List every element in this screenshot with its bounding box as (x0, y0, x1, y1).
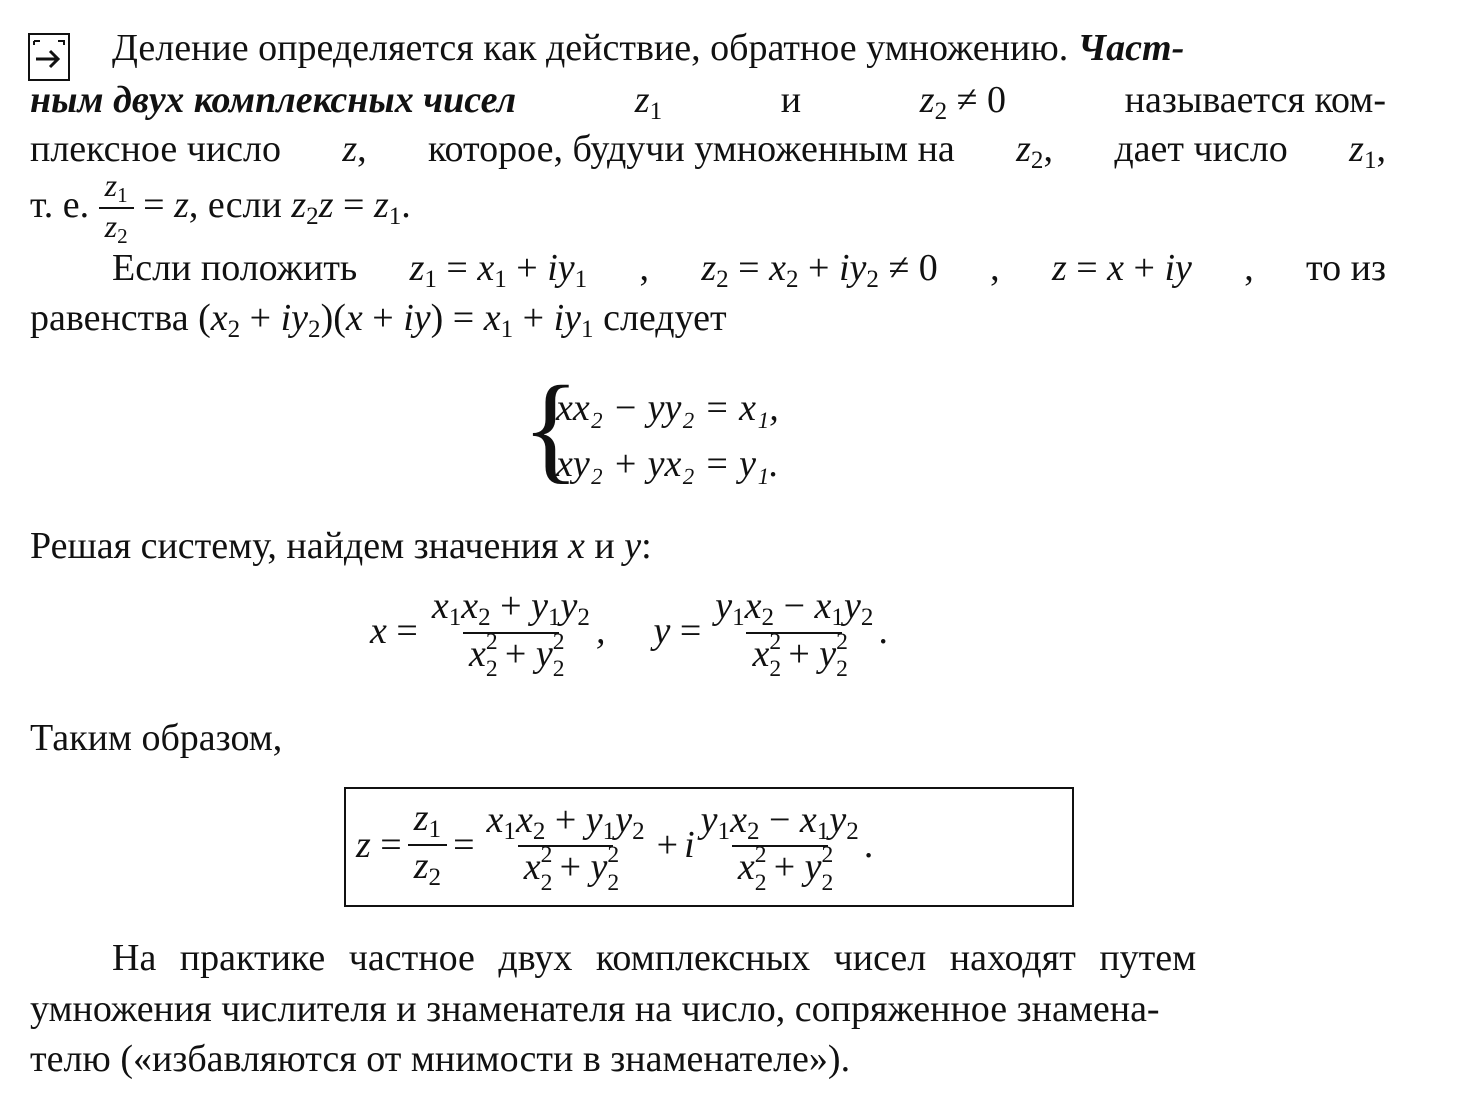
system-eq1: xx₂ − yy₂ = x₁, (556, 387, 779, 429)
para2-line1: Если положить $z_1 = x_1 + iy_1$ , $z_2 = x_2 + iy_2 \ne 0$ , z = x + iy , то из (112, 247, 1386, 294)
para3-line: Решая систему, найдем значения x и y: (30, 525, 652, 567)
para1-line3: плексное число z, которое, будучи умноженным на $z_2$, дает число $z_1$, (30, 128, 1386, 175)
xy-formulas: x = $x_1x_2 + y_1y_2$ x 2 2 + y 2 2 , y = $y_1x_2 - x_1y_2$ x 2 2 + y 2 2 . (370, 585, 889, 683)
system-eq2: xy₂ + yx₂ = y₁. (556, 443, 779, 485)
para5-line3: телю («избавляются от мнимости в знаменателе»). (30, 1038, 851, 1080)
para1-line2: ным двух комплексных чисел $z_1$ и $z_2 \ne 0$ называется ком- (30, 79, 1386, 126)
para1-line1: Деление определяется как действие, обратное умножению. Част- (112, 27, 1185, 69)
para1-line4: т. е. $\frac{z_1}{z_2}$ = z, если $z_2z = z_1$. (30, 167, 411, 249)
para5-line1: На практике частное двух комплексных чисел находят путем (112, 937, 1197, 979)
system-brace: { (522, 361, 580, 494)
result-formula: z = $\frac{z_1}{z_2}$ = $x_1x_2 + y_1y_2$ x 2 2 + y 2 2 + i $y_1x_2 - x_1y_2$ x 2 2 + y 2 2 . (356, 797, 875, 897)
para5-line2: умножения числителя и знаменателя на число, сопряженное знамена- (30, 988, 1160, 1030)
para4-line: Таким образом, (30, 717, 283, 759)
arrow-into-box-icon (28, 33, 70, 81)
para2-line2: равенства $(x_2 + iy_2)(x + iy) = x_1 + iy_1$ следует (30, 297, 727, 344)
